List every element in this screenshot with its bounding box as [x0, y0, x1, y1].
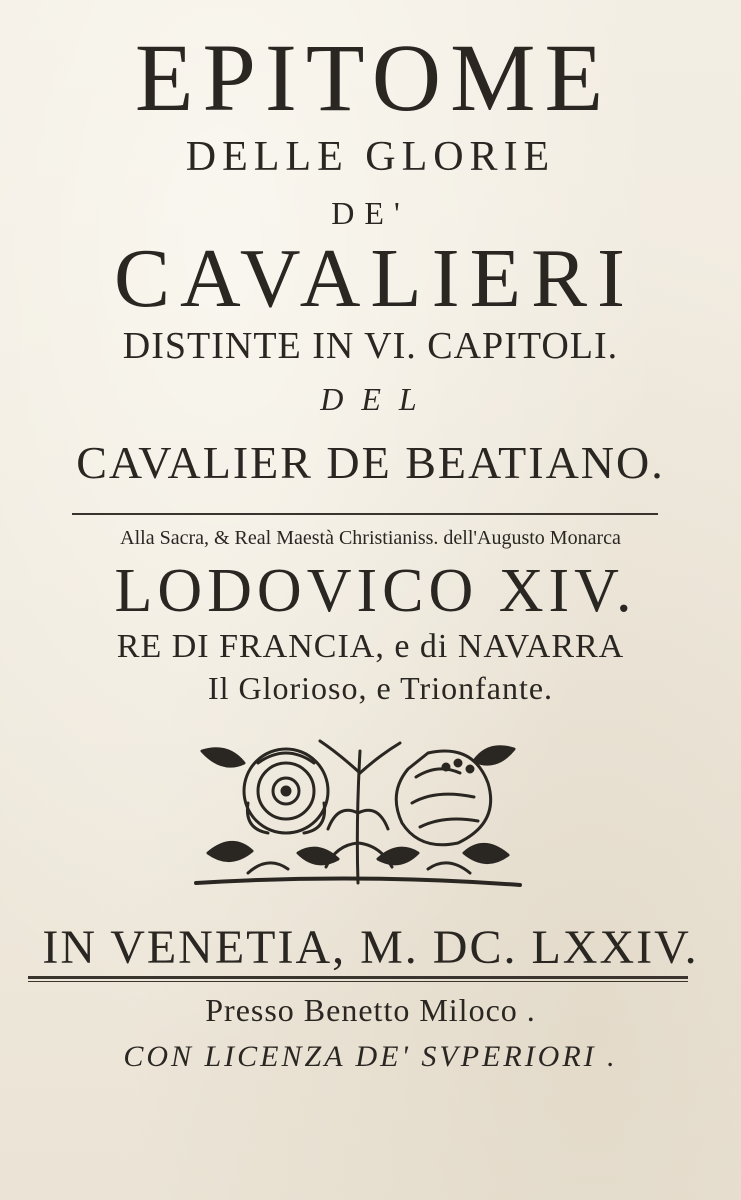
title-line-delle-glorie: DELLE GLORIE: [185, 134, 556, 180]
dedicatee-name: LODOVICO XIV.: [114, 557, 637, 625]
imprint-place-date: IN VENETIA, M. DC. LXXIV.: [42, 921, 699, 974]
title-line-capitoli: DISTINTE IN VI. CAPITOLI.: [122, 325, 619, 367]
title-line-cavalieri: CAVALIERI: [114, 232, 635, 325]
divider-rule-top: [72, 513, 658, 515]
divider-rule-bottom: [28, 976, 688, 979]
dedicatee-epithet: Il Glorioso, e Trionfante.: [207, 670, 554, 706]
dedication-line: Alla Sacra, & Real Maestà Christianiss. dell'Augusto Monarca: [120, 527, 621, 549]
floral-woodcut-icon: [188, 733, 528, 895]
imprint-license: CON LICENZA DE' SVPERIORI .: [123, 1040, 618, 1073]
imprint-printer: Presso Benetto Miloco .: [205, 992, 536, 1028]
title-line-de: DE': [331, 195, 410, 231]
book-title: EPITOME: [134, 24, 613, 131]
author-line: CAVALIER DE BEATIANO.: [76, 437, 665, 488]
title-line-del: DEL: [320, 381, 435, 417]
dedicatee-title: RE DI FRANCIA, e di NAVARRA: [116, 628, 625, 665]
divider-rule-bottom-thin: [28, 981, 688, 982]
